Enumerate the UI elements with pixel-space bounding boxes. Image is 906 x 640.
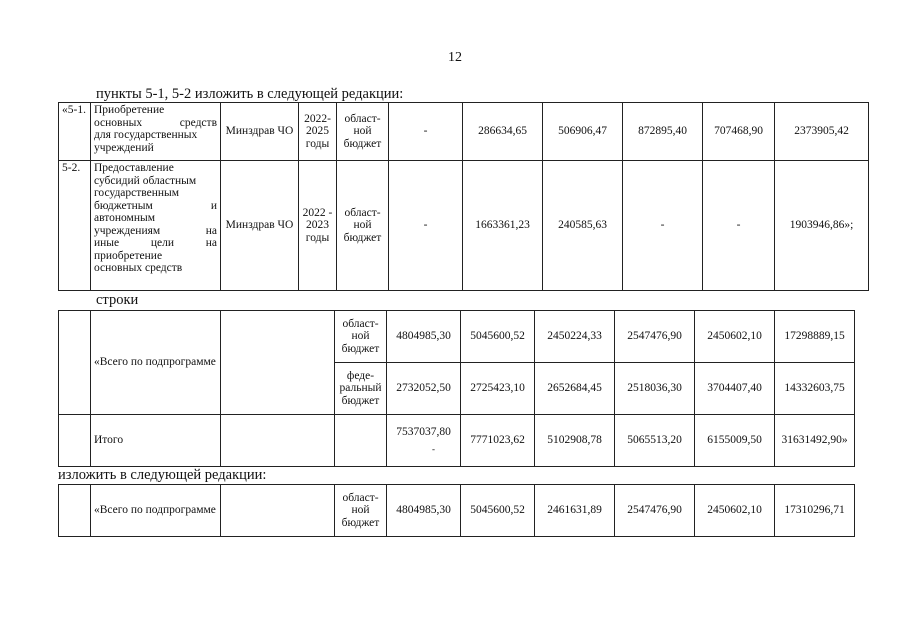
value-cell: 17298889,15	[775, 311, 855, 363]
value-cell: 2547476,90	[615, 485, 695, 537]
period: 2022-2025 годы	[299, 103, 337, 161]
value-cell: 2450602,10	[695, 485, 775, 537]
value-cell: 2373905,42	[775, 103, 869, 161]
table-row	[59, 415, 855, 467]
value-cell: 5045600,52	[461, 311, 535, 363]
empty-cell	[221, 485, 335, 537]
funding-source: област-ной бюджет	[335, 485, 387, 537]
table-subprogram-totals	[58, 310, 855, 467]
value-cell: 5065513,20	[615, 415, 695, 467]
empty-cell	[59, 311, 91, 415]
item-number: 5-2.	[59, 161, 91, 291]
empty-cell	[221, 311, 335, 415]
value-cell: 1903946,86»;	[775, 161, 869, 291]
empty-cell	[221, 415, 335, 467]
value-cell: 2450602,10	[695, 311, 775, 363]
value-cell: 14332603,75	[775, 363, 855, 415]
table-row	[59, 161, 869, 291]
funding-source: област-ной бюджет	[337, 103, 389, 161]
executor: Минздрав ЧО	[221, 103, 299, 161]
table-row	[59, 485, 855, 537]
total-label: «Всего по подпрограмме	[91, 485, 221, 537]
value-cell: 2732052,50	[387, 363, 461, 415]
value-cell: 4804985,30	[387, 311, 461, 363]
item-number: «5-1.	[59, 103, 91, 161]
itogo-label: Итого	[91, 415, 221, 467]
table-items-5-1-5-2	[58, 102, 869, 291]
value-cell: 4804985,30	[387, 485, 461, 537]
value-cell: 2725423,10	[461, 363, 535, 415]
value-cell: 2450224,33	[535, 311, 615, 363]
funding-source: област-ной бюджет	[335, 311, 387, 363]
value-cell: 2652684,45	[535, 363, 615, 415]
intro-text: пункты 5-1, 5-2 изложить в следующей редакции:	[96, 86, 404, 102]
value-cell: 17310296,71	[775, 485, 855, 537]
item-name: Приобретение основных средств для государственных учреждений	[91, 103, 221, 161]
lines-label: строки	[96, 292, 139, 308]
stray-mark: -	[432, 443, 435, 454]
page-number: 12	[448, 50, 462, 65]
value-cell: -	[389, 161, 463, 291]
value-cell: -	[623, 161, 703, 291]
value-cell: 31631492,90»	[775, 415, 855, 467]
period: 2022 - 2023 годы	[299, 161, 337, 291]
value-cell: 3704407,40	[695, 363, 775, 415]
total-label: «Всего по подпрограмме	[91, 311, 221, 415]
table-row	[59, 311, 855, 363]
value-cell: 6155009,50	[695, 415, 775, 467]
table-subprogram-new	[58, 484, 855, 537]
value-cell: 506906,47	[543, 103, 623, 161]
value-cell: 1663361,23	[463, 161, 543, 291]
outro-text: изложить в следующей редакции:	[58, 467, 267, 483]
value-cell: 2518036,30	[615, 363, 695, 415]
table-row	[59, 103, 869, 161]
value-cell: 5045600,52	[461, 485, 535, 537]
empty-cell	[335, 415, 387, 467]
value-cell: 240585,63	[543, 161, 623, 291]
value-cell: 872895,40	[623, 103, 703, 161]
executor: Минздрав ЧО	[221, 161, 299, 291]
value-cell: -	[703, 161, 775, 291]
value-cell: 286634,65	[463, 103, 543, 161]
value-cell: 7771023,62	[461, 415, 535, 467]
funding-source: феде-ральный бюджет	[335, 363, 387, 415]
value-cell: 2547476,90	[615, 311, 695, 363]
empty-cell	[59, 415, 91, 467]
value-cell: 7537037,80 -	[387, 415, 461, 467]
value-cell: 5102908,78	[535, 415, 615, 467]
value-cell: 2461631,89	[535, 485, 615, 537]
value-cell: 707468,90	[703, 103, 775, 161]
funding-source: област-ной бюджет	[337, 161, 389, 291]
value-cell: -	[389, 103, 463, 161]
empty-cell	[59, 485, 91, 537]
item-name: Предоставление субсидий областным государственным бюджетным и автономным учреждениям на иные цели на приобретение основных средств	[91, 161, 221, 291]
